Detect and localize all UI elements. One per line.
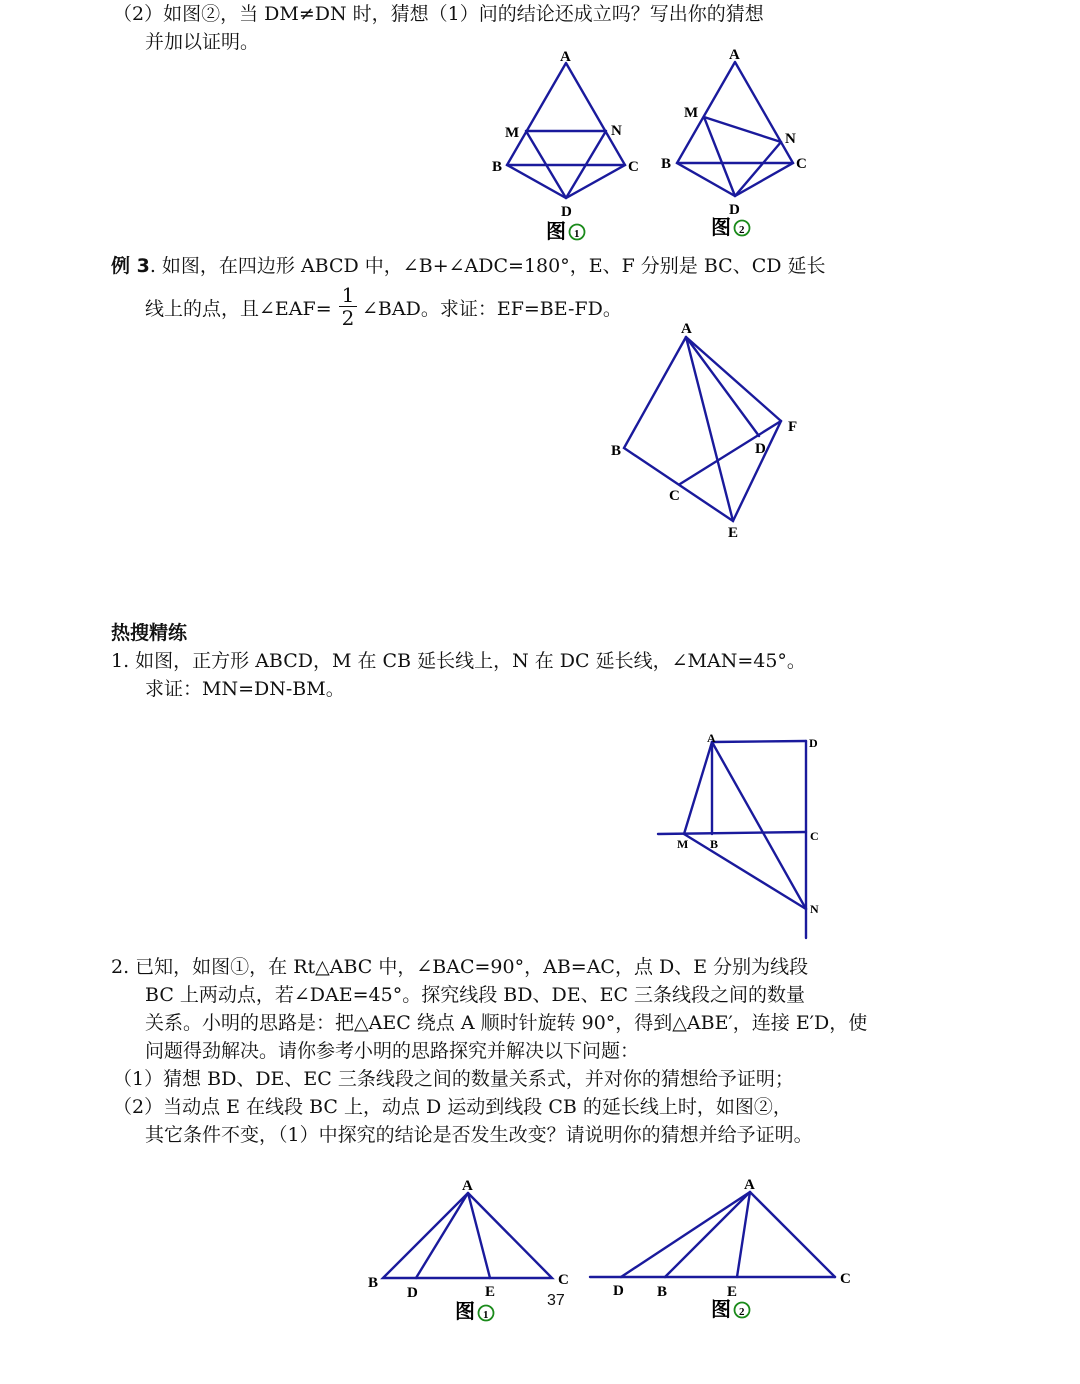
fig-p1-mn xyxy=(684,834,806,909)
p2-line1: 2. 已知，如图①，在 Rt△ABC 中，∠BAC=90°，AB=AC，点 D、E 分别为线段 xyxy=(111,956,809,978)
fig-ex3-label-d: D xyxy=(755,441,766,457)
fig-p1-label-n: N xyxy=(810,902,819,916)
fig-p2-1-label-c: C xyxy=(558,1272,569,1288)
fig-q2-1-label-n: N xyxy=(611,123,622,139)
q2-line1: （2）如图②，当 DM≠DN 时，猜想（1）问的结论还成立吗？写出你的猜想 xyxy=(113,3,764,25)
fig-p2-1-ad xyxy=(416,1193,468,1278)
p2-line6: （2）当动点 E 在线段 BC 上，动点 D 运动到线段 CB 的延长线上时，如图②， xyxy=(113,1096,792,1118)
fig-q2-1-label-b: B xyxy=(492,159,503,175)
fig-p2-1-triangle xyxy=(383,1193,552,1278)
ex3-line2-after: ∠BAD。求证：EF=BE-FD。 xyxy=(362,298,622,320)
fig-p2-2-label-a: A xyxy=(744,1177,755,1193)
fig-p1-ad xyxy=(712,741,806,742)
figure-p2-2 xyxy=(590,1177,851,1321)
figure-p1 xyxy=(658,731,819,938)
fig-p2-2-ab xyxy=(665,1192,750,1277)
p2-line5: （1）猜想 BD、DE、EC 三条线段之间的数量关系式，并对你的猜想给予证明； xyxy=(113,1068,794,1090)
fig-q2-1-caption: 图 xyxy=(546,221,566,243)
fig-q2-2-circle-num: 2 xyxy=(739,224,745,236)
fig-p1-label-b: B xyxy=(710,837,719,851)
fig-p2-2-label-d: D xyxy=(613,1283,624,1299)
fig-p2-2-ad xyxy=(621,1192,750,1277)
fig-p1-label-m: M xyxy=(677,837,689,851)
p1-line2: 求证：MN=DN-BM。 xyxy=(145,678,345,700)
page-number: 37 xyxy=(547,1292,565,1309)
fig-p2-1-caption: 图 xyxy=(455,1301,475,1323)
fig-p1-label-a: A xyxy=(707,731,716,745)
fig-p2-2-circle-num: 2 xyxy=(739,1306,745,1318)
p2-line2: BC 上两动点，若∠DAE=45°。探究线段 BD、DE、EC 三条线段之间的数量 xyxy=(145,984,806,1006)
ex3-line1 xyxy=(111,254,826,278)
fig-p2-1-circle-num: 1 xyxy=(483,1309,489,1321)
fig-p2-1-label-e: E xyxy=(485,1284,496,1300)
fig-p2-1-label-a: A xyxy=(462,1178,473,1194)
fig-p2-2-caption: 图 xyxy=(711,1299,731,1321)
fig-q2-2-label-m: M xyxy=(684,105,699,121)
fig-ex3-label-a: A xyxy=(681,321,692,337)
fig-p2-2-ae xyxy=(737,1192,750,1277)
fig-p2-2-ac xyxy=(750,1192,835,1277)
p2-line4: 问题得劲解决。请你参考小明的思路探究并解决以下问题： xyxy=(145,1040,640,1062)
fig-q2-2-caption: 图 xyxy=(711,217,731,239)
fig-q2-1-label-d: D xyxy=(561,204,572,220)
fig-q2-1-label-c: C xyxy=(628,159,639,175)
fig-p1-label-d: D xyxy=(809,736,818,750)
practice-heading: 热搜精练 xyxy=(111,622,188,644)
fig-p1-mc xyxy=(658,832,806,834)
fig-ex3-label-f: F xyxy=(788,419,798,435)
fig-p1-label-c: C xyxy=(810,829,819,843)
p2-line3: 关系。小明的思路是：把△AEC 绕点 A 顺时针旋转 90°，得到△ABE′，连接 E′D，使 xyxy=(145,1012,868,1034)
fig-ex3-outline xyxy=(624,337,781,521)
fig-ex3-label-c: C xyxy=(669,488,680,504)
fig-q2-2-label-c: C xyxy=(796,156,807,172)
fig-q2-1-label-a: A xyxy=(560,49,571,65)
figure-q2-1 xyxy=(492,49,639,243)
fig-q2-2-nd xyxy=(735,142,781,196)
fig-p1-am xyxy=(684,742,712,834)
fig-p2-1-label-d: D xyxy=(407,1285,418,1301)
fig-ex3-label-e: E xyxy=(728,525,739,541)
fig-ex3-ad xyxy=(686,337,759,436)
p2-line7: 其它条件不变，（1）中探究的结论是否发生改变？请说明你的猜想并给予证明。 xyxy=(145,1124,813,1146)
fig-p2-2-label-b: B xyxy=(657,1284,668,1300)
fig-q2-2-label-n: N xyxy=(785,131,796,147)
fig-p2-1-label-b: B xyxy=(368,1275,379,1291)
ex3-fraction xyxy=(338,284,358,329)
ex3-fraction-denominator: 2 xyxy=(341,306,355,330)
fig-p1-an xyxy=(712,742,806,909)
ex3-line2-before: 线上的点，且∠EAF= xyxy=(145,298,332,320)
ex3-fraction-numerator: 1 xyxy=(341,283,355,307)
ex3-line1-text: . 如图，在四边形 ABCD 中，∠B+∠ADC=180°，E、F 分别是 BC、CD 延长 xyxy=(149,255,826,277)
fig-q2-2-md xyxy=(704,117,735,196)
figure-ex3 xyxy=(611,321,797,541)
fig-q2-2-label-a: A xyxy=(729,47,740,63)
fig-p2-2-label-e: E xyxy=(727,1284,738,1300)
figure-p2-1 xyxy=(368,1178,569,1323)
fig-q2-2-label-b: B xyxy=(661,156,672,172)
ex3-heading: 例 3 xyxy=(111,255,150,277)
q2-line2: 并加以证明。 xyxy=(145,31,260,53)
fig-q2-1-circle-num: 1 xyxy=(574,228,580,240)
fig-q2-2-outline xyxy=(677,62,793,196)
fig-q2-2-label-d: D xyxy=(729,202,740,218)
fig-p2-2-label-c: C xyxy=(840,1271,851,1287)
fig-q2-1-label-m: M xyxy=(505,125,520,141)
p1-line1: 1. 如图，正方形 ABCD，M 在 CB 延长线上，N 在 DC 延长线，∠MAN=45°。 xyxy=(111,650,806,672)
fig-ex3-label-b: B xyxy=(611,443,622,459)
figure-q2-2 xyxy=(661,47,807,239)
